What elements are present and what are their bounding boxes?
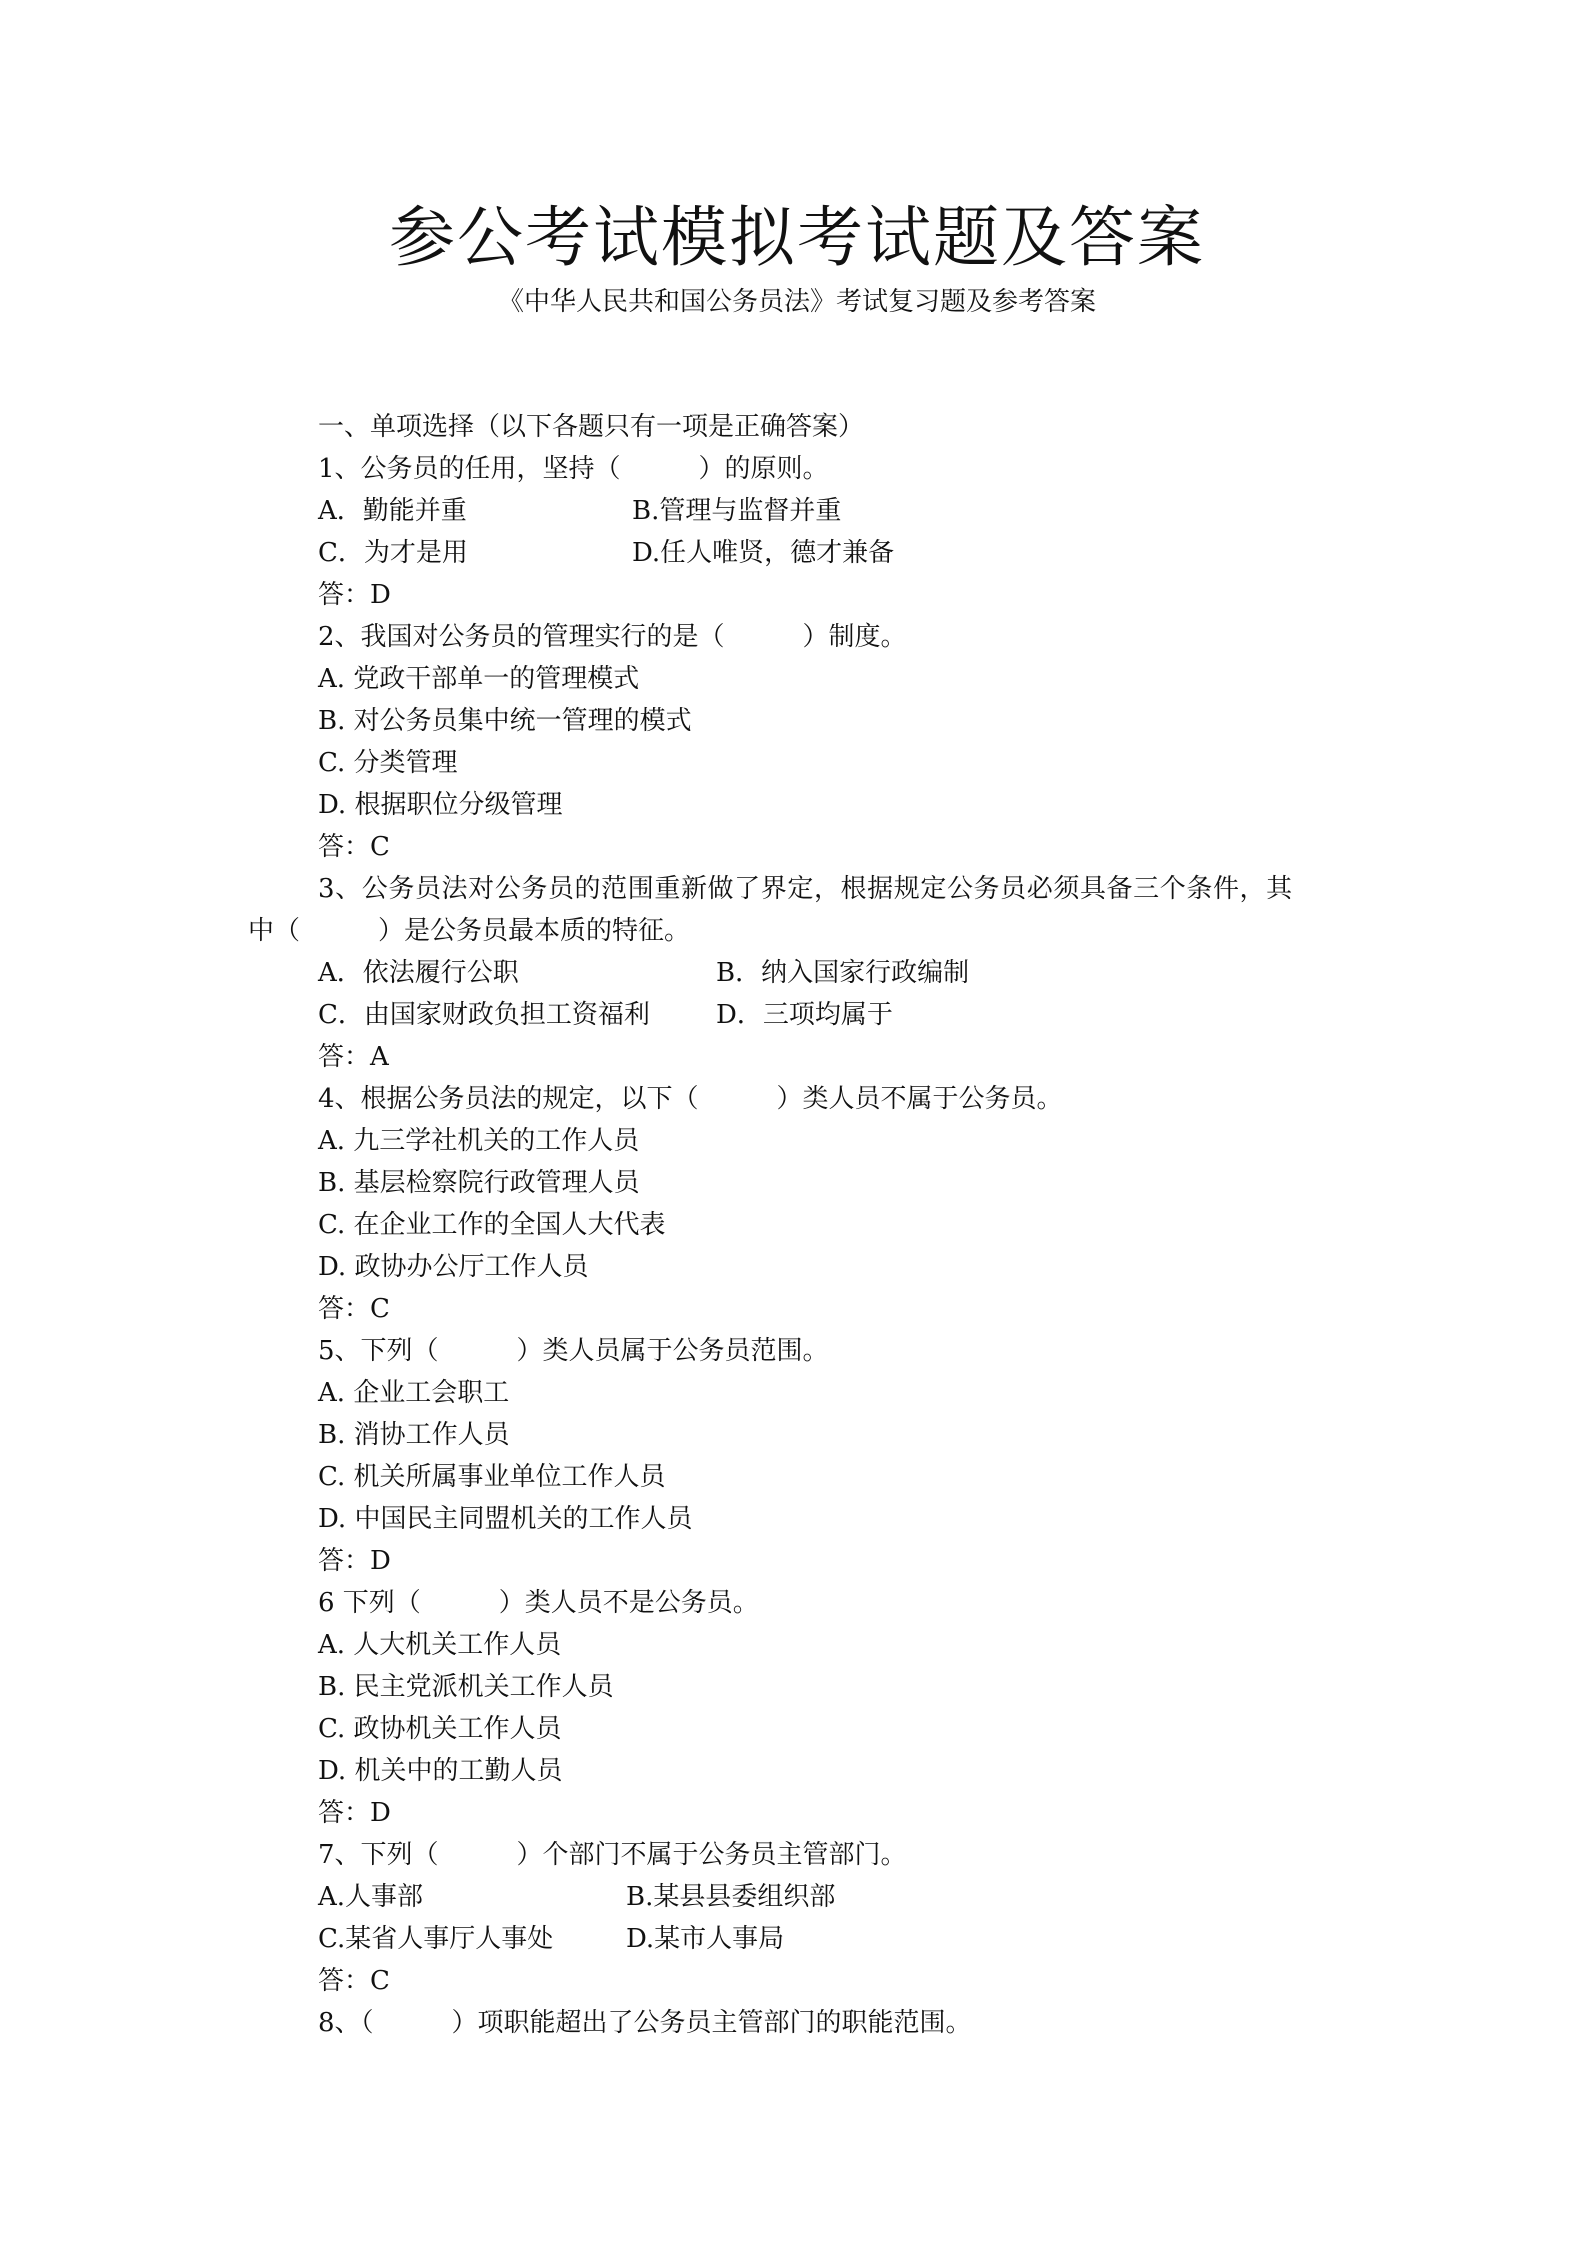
option-a: A. 九三学社机关的工作人员 — [318, 1126, 640, 1156]
answer: 答：C — [318, 1294, 390, 1324]
option-a: A．依法履行公职 — [318, 958, 519, 988]
option-b: B. 对公务员集中统一管理的模式 — [318, 706, 692, 736]
option-d: D. 根据职位分级管理 — [318, 790, 563, 820]
answer: 答：C — [318, 1966, 390, 1996]
answer: 答：D — [318, 580, 391, 610]
option-c: C．为才是用 — [318, 538, 468, 568]
option-b: B. 基层检察院行政管理人员 — [318, 1168, 640, 1198]
option-c: C. 在企业工作的全国人大代表 — [318, 1210, 666, 1240]
option-a: A. 人大机关工作人员 — [318, 1630, 562, 1660]
option-c: C. 政协机关工作人员 — [318, 1714, 562, 1744]
option-d: D.某市人事局 — [626, 1924, 785, 1954]
option-b: B．纳入国家行政编制 — [716, 958, 970, 988]
question-stem: 6 下列（ ）类人员不是公务员。 — [318, 1588, 759, 1618]
option-d: D. 政协办公厅工作人员 — [318, 1252, 589, 1282]
question-stem: 7、下列（ ）个部门不属于公务员主管部门。 — [318, 1840, 907, 1870]
option-b: B. 民主党派机关工作人员 — [318, 1672, 614, 1702]
option-d: D. 机关中的工勤人员 — [318, 1756, 563, 1786]
option-b: B. 消协工作人员 — [318, 1420, 510, 1450]
question-stem: 5、下列（ ）类人员属于公务员范围。 — [318, 1336, 829, 1366]
option-a: A.人事部 — [318, 1882, 424, 1912]
option-c: C.某省人事厅人事处 — [318, 1924, 554, 1954]
option-d: D. 中国民主同盟机关的工作人员 — [318, 1504, 693, 1534]
page-title: 参公考试模拟考试题及答案 — [389, 199, 1205, 276]
question-stem: 4、根据公务员法的规定，以下（ ）类人员不属于公务员。 — [318, 1084, 1063, 1114]
page-subtitle: 《中华人民共和国公务员法》考试复习题及参考答案 — [497, 287, 1096, 317]
option-b: B.某县县委组织部 — [626, 1882, 836, 1912]
answer: 答：D — [318, 1546, 391, 1576]
option-a: A．勤能并重 — [318, 496, 467, 526]
option-c: C．由国家财政负担工资福利 — [318, 1000, 650, 1030]
answer: 答：A — [318, 1042, 389, 1072]
section-heading: 一、单项选择（以下各题只有一项是正确答案） — [318, 412, 865, 442]
option-b: B.管理与监督并重 — [632, 496, 842, 526]
question-stem: 2、我国对公务员的管理实行的是（ ）制度。 — [318, 622, 907, 652]
option-a: A. 党政干部单一的管理模式 — [318, 664, 640, 694]
option-d: D．三项均属于 — [716, 1000, 893, 1030]
question-stem-continued: 中（ ）是公务员最本质的特征。 — [248, 916, 691, 946]
question-stem: 1、公务员的任用，坚持（ ）的原则。 — [318, 454, 829, 484]
answer: 答：C — [318, 832, 390, 862]
option-d: D.任人唯贤，德才兼备 — [632, 538, 895, 568]
option-c: C. 机关所属事业单位工作人员 — [318, 1462, 666, 1492]
question-stem: 3、公务员法对公务员的范围重新做了界定，根据规定公务员必须具备三个条件，其 — [318, 874, 1293, 904]
option-a: A. 企业工会职工 — [318, 1378, 510, 1408]
question-stem: 8、（ ）项职能超出了公务员主管部门的职能范围。 — [318, 2008, 972, 2038]
answer: 答：D — [318, 1798, 391, 1828]
option-c: C. 分类管理 — [318, 748, 458, 778]
